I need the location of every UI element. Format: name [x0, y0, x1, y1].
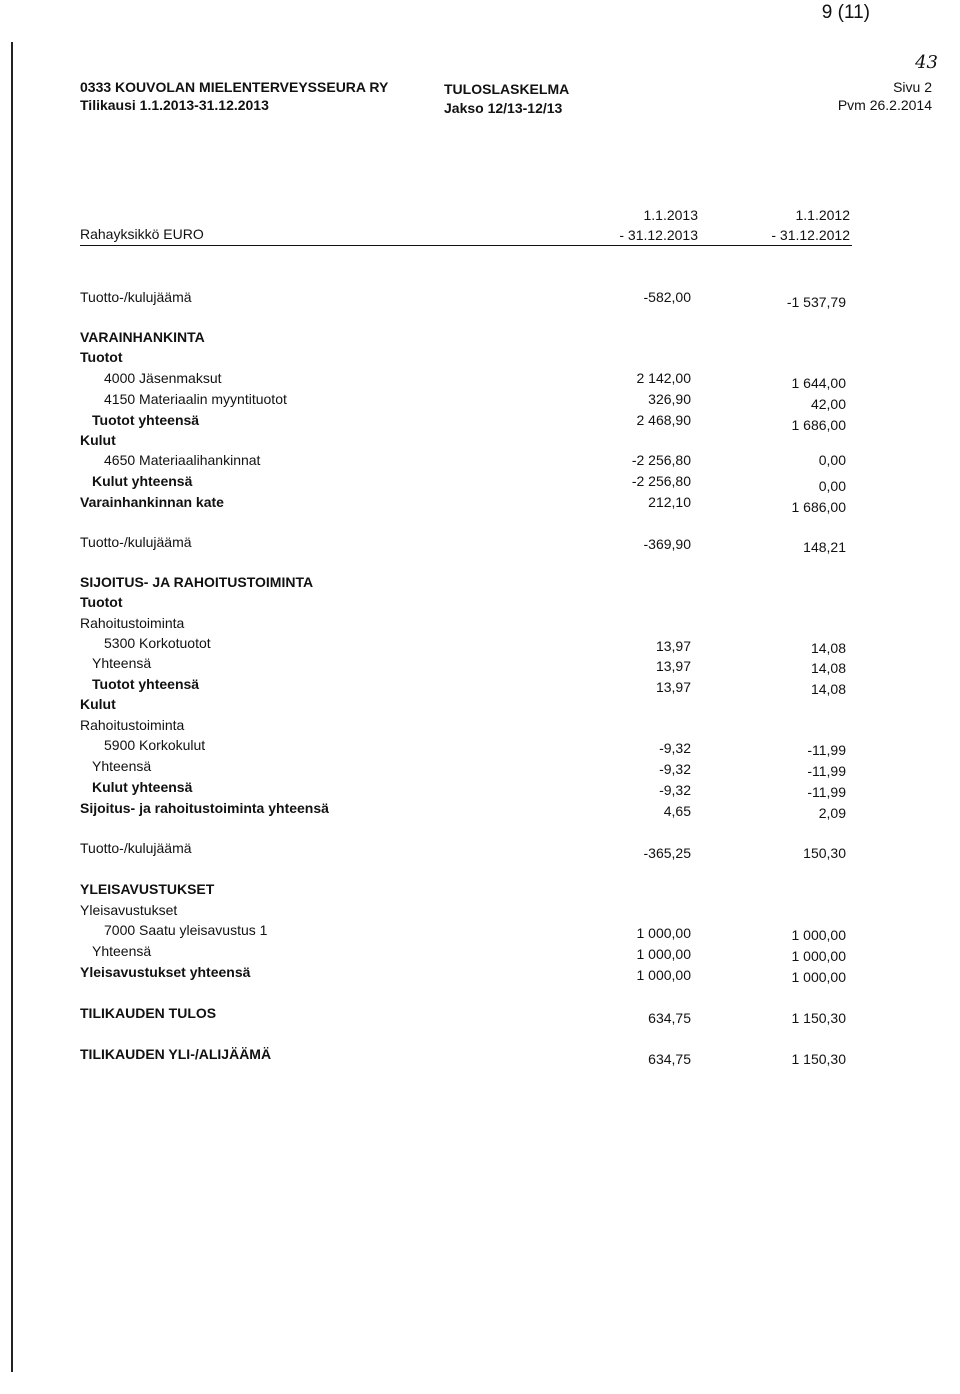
row-label: Kulut yhteensä	[92, 473, 193, 489]
row-label: Yhteensä	[92, 758, 152, 774]
row-label: SIJOITUS- JA RAHOITUSTOIMINTA	[80, 574, 314, 590]
value-2013: 2 142,00	[636, 370, 691, 386]
value-2013: -582,00	[643, 289, 691, 305]
row-label: Yleisavustukset	[80, 902, 178, 918]
value-2013: -369,90	[643, 536, 691, 552]
row-label: 4650 Materiaalihankinnat	[104, 452, 261, 468]
statement-row	[0, 941, 960, 964]
column-2012-end: - 31.12.2012	[771, 227, 850, 243]
row-label: Kulut	[80, 696, 116, 712]
statement-row	[0, 674, 960, 697]
statement-row	[0, 653, 960, 676]
value-2013: 634,75	[648, 1010, 691, 1026]
value-2012: 150,30	[803, 845, 846, 861]
value-2013: 13,97	[655, 679, 691, 695]
statement-row	[0, 368, 960, 391]
value-2013: 634,75	[648, 1051, 691, 1067]
value-2013: 1 000,00	[636, 946, 691, 962]
statement-row	[0, 572, 960, 592]
row-label: 5900 Korkokulut	[104, 737, 206, 753]
row-label: YLEISAVUSTUKSET	[80, 881, 215, 897]
statement-row	[0, 430, 960, 450]
statement-row	[0, 450, 960, 470]
statement-row	[0, 492, 960, 515]
value-2013: 1 000,00	[636, 925, 691, 941]
value-2013: -2 256,80	[631, 452, 691, 468]
statement-row	[0, 347, 960, 367]
column-2013-start: 1.1.2013	[643, 207, 698, 223]
value-2012: 148,21	[803, 539, 846, 555]
row-label: Kulut yhteensä	[92, 779, 193, 795]
row-label: TILIKAUDEN YLI-/ALIJÄÄMÄ	[80, 1046, 272, 1062]
row-label: Rahoitustoiminta	[80, 717, 185, 733]
statement-row	[0, 287, 960, 310]
value-2012: -11,99	[807, 763, 846, 779]
value-2012: 1 000,00	[791, 969, 846, 985]
page-number: 9 (11)	[821, 2, 870, 23]
print-date: Pvm 26.2.2014	[837, 97, 932, 113]
statement-row	[0, 633, 960, 656]
value-2012: 2,09	[818, 805, 846, 821]
value-2012: 0,00	[818, 478, 846, 494]
row-label: Tuotot yhteensä	[92, 412, 200, 428]
row-label: Yhteensä	[92, 943, 152, 959]
value-2012: -11,99	[807, 742, 846, 758]
statement-row	[0, 715, 960, 735]
value-2012: 1 150,30	[791, 1051, 846, 1067]
row-label: VARAINHANKINTA	[80, 329, 205, 345]
statement-row	[0, 735, 960, 758]
row-label: 5300 Korkotuotot	[104, 635, 211, 651]
row-label: 4000 Jäsenmaksut	[104, 370, 222, 386]
value-2012: 1 000,00	[791, 927, 846, 943]
row-label: 4150 Materiaalin myyntituotot	[104, 391, 287, 407]
value-2012: -1 537,79	[786, 294, 846, 310]
row-label: Yleisavustukset yhteensä	[80, 964, 251, 980]
value-2012: 1 150,30	[791, 1010, 846, 1026]
value-2012: 1 686,00	[791, 499, 846, 515]
handwritten-mark: 43	[915, 52, 938, 73]
statement-row	[0, 471, 960, 494]
statement-row	[0, 879, 960, 899]
row-label: Tuotot	[80, 594, 123, 610]
row-label: Varainhankinnan kate	[80, 494, 224, 510]
value-2013: 1 000,00	[636, 967, 691, 983]
organization-name: 0333 KOUVOLAN MIELENTERVEYSSEURA RY	[80, 79, 389, 95]
column-2013-end: - 31.12.2013	[619, 227, 698, 243]
value-2013: 4,65	[663, 803, 691, 819]
value-2012: 1 686,00	[791, 417, 846, 433]
statement-row	[0, 1003, 960, 1026]
row-label: TILIKAUDEN TULOS	[80, 1005, 217, 1021]
value-2012: 42,00	[810, 396, 846, 412]
value-2013: -365,25	[643, 845, 691, 861]
row-label: Tuotto-/kulujäämä	[80, 534, 192, 550]
row-label: Kulut	[80, 432, 116, 448]
statement-row	[0, 410, 960, 433]
statement-row	[0, 798, 960, 821]
statement-row	[0, 592, 960, 612]
statement-row	[0, 1044, 960, 1067]
value-2012: 1 000,00	[791, 948, 846, 964]
value-2013: -9,32	[659, 740, 691, 756]
report-title: TULOSLASKELMA	[444, 81, 570, 97]
page-label: Sivu 2	[893, 79, 932, 95]
value-2012: -11,99	[807, 784, 846, 800]
row-label: Tuotot yhteensä	[92, 676, 200, 692]
statement-row	[0, 900, 960, 920]
statement-row	[0, 962, 960, 985]
row-label: Sijoitus- ja rahoitustoiminta yhteensä	[80, 800, 329, 816]
row-label: 7000 Saatu yleisavustus 1	[104, 922, 268, 938]
row-label: Yhteensä	[92, 655, 152, 671]
row-label: Tuotto-/kulujäämä	[80, 840, 192, 856]
value-2012: 14,08	[810, 681, 846, 697]
value-2013: -2 256,80	[631, 473, 691, 489]
value-2012: 14,08	[810, 640, 846, 656]
value-2013: 212,10	[648, 494, 691, 510]
statement-row	[0, 532, 960, 555]
value-2013: 13,97	[655, 658, 691, 674]
value-2012: 0,00	[818, 452, 846, 468]
row-label: Rahoitustoiminta	[80, 615, 185, 631]
statement-row	[0, 777, 960, 800]
statement-row	[0, 389, 960, 412]
column-2012-start: 1.1.2012	[795, 207, 850, 223]
statement-row	[0, 327, 960, 347]
currency-unit-label: Rahayksikkö EURO	[80, 226, 204, 242]
statement-row	[0, 920, 960, 943]
value-2012: 14,08	[810, 660, 846, 676]
value-2012: 1 644,00	[791, 375, 846, 391]
row-label: Tuotto-/kulujäämä	[80, 289, 192, 305]
statement-row	[0, 756, 960, 779]
value-2013: 326,90	[648, 391, 691, 407]
value-2013: 2 468,90	[636, 412, 691, 428]
value-2013: 13,97	[655, 638, 691, 654]
fiscal-period: Tilikausi 1.1.2013-31.12.2013	[80, 97, 269, 113]
statement-row	[0, 694, 960, 714]
value-2013: -9,32	[659, 761, 691, 777]
statement-row	[0, 613, 960, 633]
statement-row	[0, 838, 960, 861]
value-2013: -9,32	[659, 782, 691, 798]
row-label: Tuotot	[80, 349, 123, 365]
report-period: Jakso 12/13-12/13	[444, 100, 563, 116]
